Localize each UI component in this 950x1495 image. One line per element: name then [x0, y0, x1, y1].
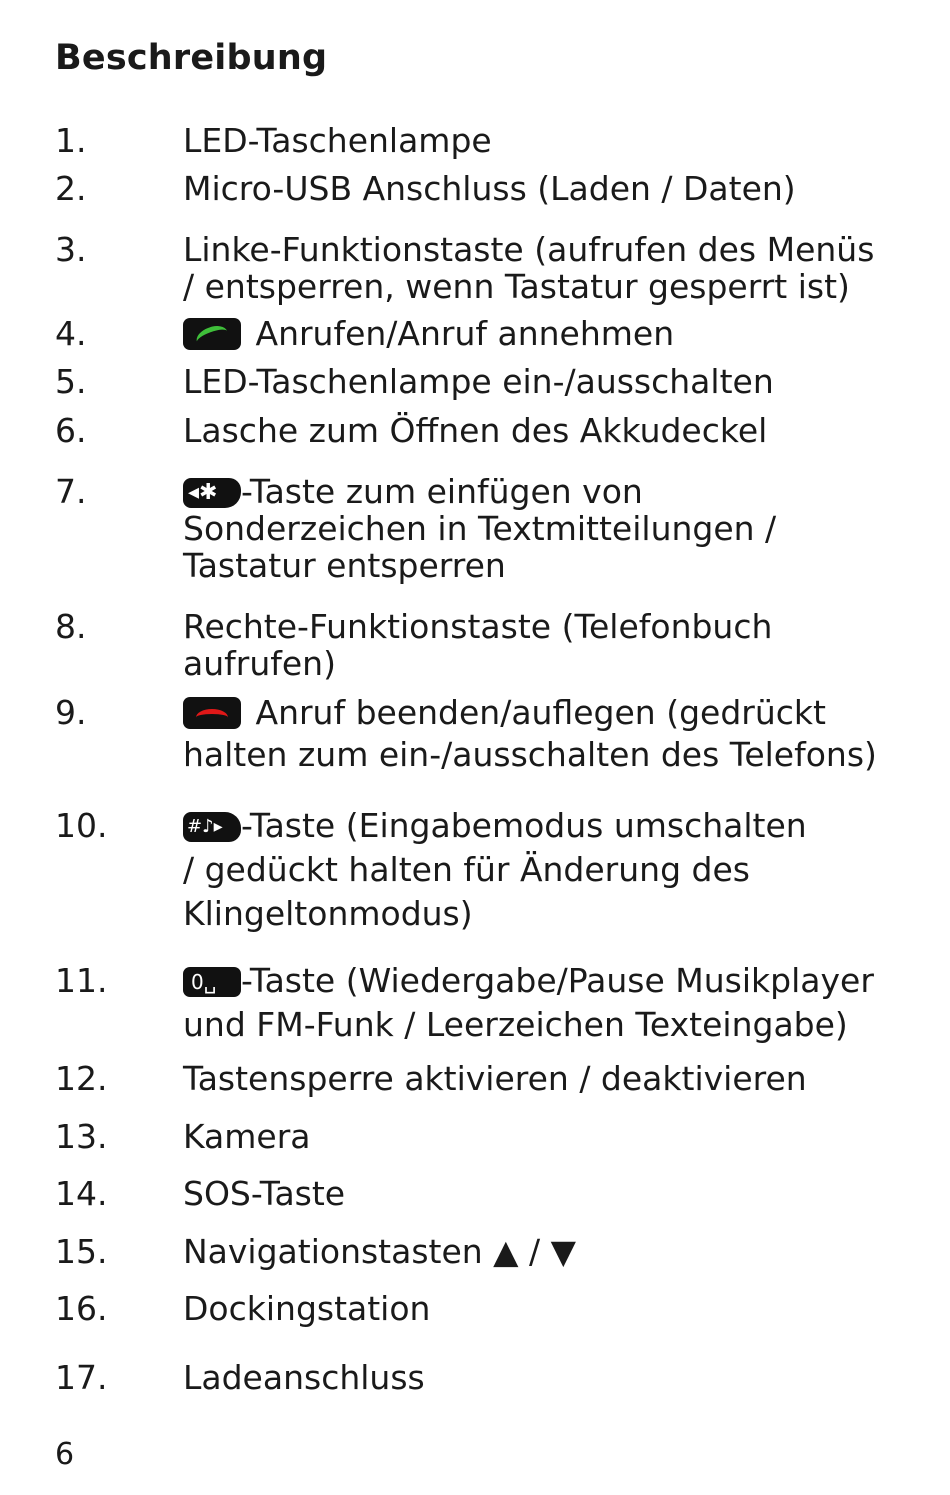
- hash-key-icon: [183, 812, 241, 842]
- item-text-line: Rechte-Funktionstaste (Telefonbuch: [183, 607, 773, 646]
- item-text-line: [183, 692, 903, 734]
- item-text-label: -Taste (Eingabemodus umschalten: [241, 806, 807, 845]
- item-text: LED-Taschenlampe: [183, 121, 492, 160]
- item-text-line: / entsperren, wenn Tastatur gesperrt ist): [183, 267, 850, 306]
- item-text: [183, 473, 903, 584]
- item-text-line: Linke-Funktionstaste (aufrufen des Menüs: [183, 230, 875, 269]
- item-text-line: aufrufen): [183, 644, 336, 683]
- item-text: [183, 231, 903, 305]
- item-text: Navigationstasten ▲ / ▼: [183, 1232, 577, 1271]
- item-number: 17.: [55, 1358, 108, 1397]
- item-text: [183, 608, 903, 682]
- item-number: 7.: [55, 472, 87, 511]
- item-text-line: halten zum ein-/ausschalten des Telefons): [183, 735, 877, 774]
- star-key-glyph: ◂✱: [188, 480, 218, 505]
- item-number: 11.: [55, 961, 108, 1000]
- item-number: 2.: [55, 169, 87, 208]
- hash-key-glyph: #♪▸: [187, 816, 223, 837]
- end-call-red-key-icon: [183, 697, 241, 729]
- zero-key-glyph: 0␣: [191, 970, 217, 994]
- item-text: Micro-USB Anschluss (Laden / Daten): [183, 169, 796, 208]
- item-text: SOS-Taste: [183, 1174, 346, 1213]
- call-green-key-icon: [183, 318, 241, 350]
- item-text: [183, 959, 903, 1047]
- item-text: LED-Taschenlampe ein-/ausschalten: [183, 362, 774, 401]
- item-text: Ladeanschluss: [183, 1358, 425, 1397]
- item-number: 4.: [55, 314, 87, 353]
- item-text-line: [183, 959, 903, 1003]
- item-number: 10.: [55, 806, 108, 845]
- item-text-line: und FM-Funk / Leerzeichen Texteingabe): [183, 1005, 848, 1044]
- item-text-label: -Taste zum einfügen von: [241, 472, 643, 511]
- item-text: Dockingstation: [183, 1289, 431, 1328]
- item-number: 13.: [55, 1117, 108, 1156]
- page-number: 6: [55, 1437, 75, 1472]
- item-text-label: Anrufen/Anruf annehmen: [245, 314, 675, 353]
- item-number: 6.: [55, 411, 87, 450]
- zero-key-icon: [183, 967, 241, 997]
- item-text: [183, 315, 903, 352]
- item-text-line: Tastatur entsperren: [183, 546, 506, 585]
- item-number: 9.: [55, 693, 87, 732]
- item-number: 5.: [55, 362, 87, 401]
- item-text: [183, 692, 903, 776]
- item-number: 1.: [55, 121, 87, 160]
- item-number: 8.: [55, 607, 87, 646]
- item-number: 3.: [55, 230, 87, 269]
- item-number: 16.: [55, 1289, 108, 1328]
- star-key-icon: [183, 478, 241, 508]
- item-text-line: [183, 804, 903, 848]
- item-number: 12.: [55, 1059, 108, 1098]
- item-text-line: Klingeltonmodus): [183, 894, 473, 933]
- item-text: Kamera: [183, 1117, 311, 1156]
- item-text: Lasche zum Öffnen des Akkudeckel: [183, 411, 768, 450]
- item-text-label: -Taste (Wiedergabe/Pause Musikplayer: [241, 961, 874, 1000]
- item-text-label: Anruf beenden/auflegen (gedrückt: [245, 693, 826, 732]
- item-number: 15.: [55, 1232, 108, 1271]
- item-text-line: [183, 473, 903, 510]
- section-title: Beschreibung: [55, 38, 328, 78]
- item-text-line: / gedückt halten für Änderung des: [183, 850, 750, 889]
- item-text-line: Sonderzeichen in Textmitteilungen /: [183, 509, 777, 548]
- item-text: Tastensperre aktivieren / deaktivieren: [183, 1059, 807, 1098]
- item-text: [183, 804, 903, 936]
- item-number: 14.: [55, 1174, 108, 1213]
